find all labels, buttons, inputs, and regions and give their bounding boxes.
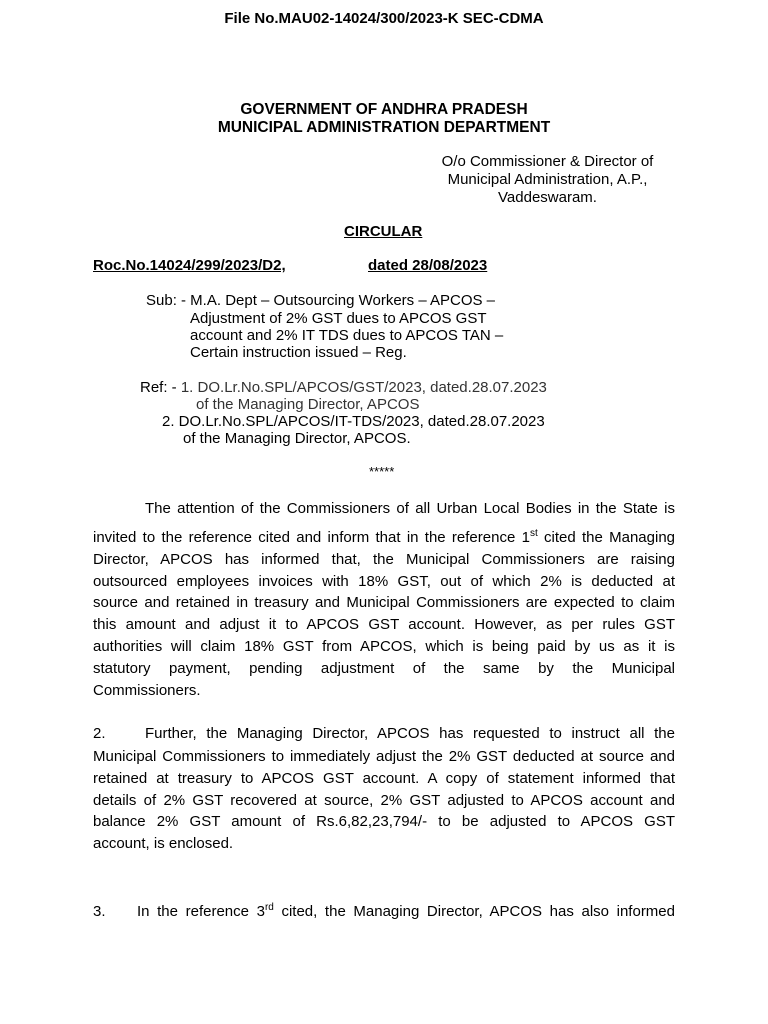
paragraph-2-line-4: details of 2% GST recovered at source, 2% GST adjusted to APCOS account and [93, 791, 675, 809]
paragraph-3-number: 3. [93, 903, 106, 920]
reference-1-line-2: of the Managing Director, APCOS [196, 396, 420, 413]
office-address-line-1: O/o Commissioner & Director of [441, 153, 654, 170]
paragraph-3-line-1: In the reference 3rd cited, the Managing Director, APCOS has also informed [137, 902, 675, 920]
government-heading: GOVERNMENT OF ANDHRA PRADESH [240, 101, 528, 118]
paragraph-1-line-1: The attention of the Commissioners of all Urban Local Bodies in the State is [145, 500, 675, 517]
office-address-line-3: Vaddeswaram. [498, 189, 597, 206]
roc-number: Roc.No.14024/299/2023/D2, [93, 257, 286, 274]
circular-date: dated 28/08/2023 [368, 257, 488, 274]
subject-line-2: Adjustment of 2% GST dues to APCOS GST [190, 310, 487, 327]
paragraph-1-line-9: Commissioners. [93, 681, 201, 699]
paragraph-2-line-1: Further, the Managing Director, APCOS has requested to instruct all the [145, 725, 675, 742]
paragraph-1-line-4: outsourced employees invoices with 18% GST, out of which 2% is deducted at [93, 572, 675, 590]
paragraph-1-line-7: authorities will claim 18% GST from APCOS, which is being paid by us as it is [93, 637, 675, 655]
paragraph-1-line-5: source and retained in treasury and Municipal Commissioners are expected to claim [93, 594, 675, 612]
paragraph-2-line-5: balance 2% GST amount of Rs.6,82,23,794/- to be adjusted to APCOS GST [93, 813, 675, 831]
paragraph-2-line-3: retained at treasury to APCOS GST account. A copy of statement informed that [93, 769, 675, 787]
paragraph-2-number: 2. [93, 725, 106, 742]
paragraph-1-line-2: invited to the reference cited and inform that in the reference 1st cited the Managing [93, 528, 676, 546]
department-heading: MUNICIPAL ADMINISTRATION DEPARTMENT [217, 119, 551, 136]
subject-line-4: Certain instruction issued – Reg. [190, 344, 407, 361]
paragraph-1-line-3: Director, APCOS has informed that, the Municipal Commissioners are raising [93, 550, 675, 568]
paragraph-1-line-6: this amount and adjust it to APCOS GST account. However, as per rules GST [93, 616, 675, 634]
paragraph-2-line-6: account, is enclosed. [93, 835, 234, 853]
paragraph-1-line-8: statutory payment, pending adjustment of the same by the Municipal [93, 659, 675, 677]
paragraph-2-line-2: Municipal Commissioners to immediately adjust the 2% GST deducted at source and [93, 748, 675, 765]
separator-stars: ***** [369, 464, 395, 479]
circular-title: CIRCULAR [344, 223, 423, 240]
reference-2-line-2: of the Managing Director, APCOS. [183, 430, 411, 447]
reference-prefix: Ref: - [140, 379, 181, 396]
office-address [420, 153, 675, 207]
office-address-line-2: Municipal Administration, A.P., [447, 171, 648, 188]
subject-line-3: account and 2% IT TDS dues to APCOS TAN – [190, 327, 504, 344]
reference-1-line-1: 1. DO.Lr.No.SPL/APCOS/GST/2023, dated.28.07.2023 [180, 379, 547, 396]
file-number: File No.MAU02-14024/300/2023-K SEC-CDMA [224, 10, 544, 27]
subject-line-1: Sub: - M.A. Dept – Outsourcing Workers – APCOS – [146, 292, 496, 309]
paragraph-2 [93, 746, 675, 855]
reference-block [140, 379, 547, 397]
paragraph-1 [93, 527, 675, 701]
reference-2-line-1: 2. DO.Lr.No.SPL/APCOS/IT-TDS/2023, dated.28.07.2023 [162, 413, 545, 430]
